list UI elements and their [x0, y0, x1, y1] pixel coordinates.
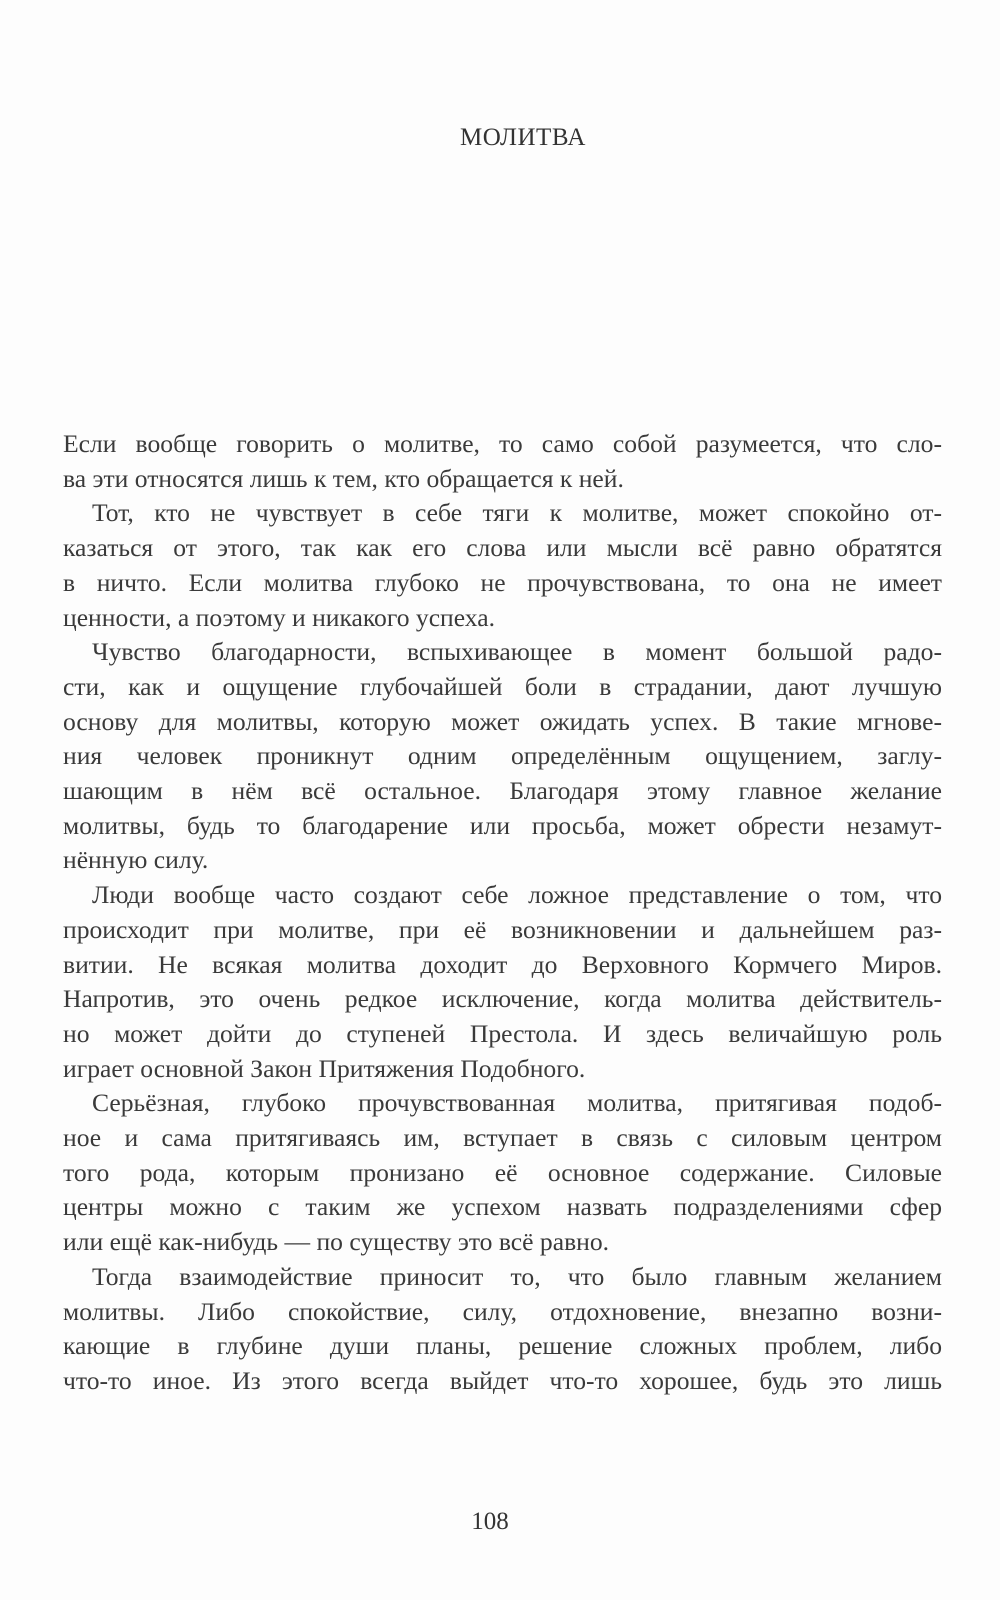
text-line: Люди вообще часто создают себе ложное представление о том, что — [92, 880, 942, 910]
text-line: нённую силу. — [63, 845, 209, 875]
paragraph — [63, 1260, 942, 1399]
text-line: ное и сама притягиваясь им, вступает в связь с силовым центром — [63, 1123, 942, 1153]
text-line: ния человек проникнут одним определённым ощущением, заглу- — [63, 741, 942, 771]
text-line: того рода, которым пронизано её основное содержание. Силовые — [63, 1157, 942, 1187]
text-line: в ничто. Если молитва глубоко не прочувствована, то она не имеет — [63, 567, 942, 597]
text-line: что-то иное. Из этого всегда выйдет что-то хорошее, будь это лишь — [63, 1365, 942, 1395]
text-line: Тогда взаимодействие приносит то, что было главным желанием — [92, 1261, 942, 1291]
text-line: центры можно с таким же успехом назвать подразделениями сфер — [63, 1192, 942, 1222]
paragraph — [63, 635, 942, 878]
text-line: происходит при молитве, при её возникновении и дальнейшем раз- — [63, 914, 942, 944]
text-line: ва эти относятся лишь к тем, кто обращается к ней. — [63, 463, 624, 493]
text-line: играет основной Закон Притяжения Подобного. — [63, 1053, 586, 1083]
paragraph — [63, 496, 942, 635]
text-line: Напротив, это очень редкое исключение, когда молитва действитель- — [63, 984, 942, 1014]
chapter-title: МОЛИТВА — [460, 124, 586, 151]
text-line: сти, как и ощущение глубочайшей боли в страдании, дают лучшую — [63, 671, 942, 701]
body-text — [63, 427, 942, 1399]
text-line: казаться от этого, так как его слова или мысли всё равно обратятся — [63, 533, 942, 563]
text-line: молитвы. Либо спокойствие, силу, отдохновение, внезапно возни- — [63, 1296, 942, 1326]
text-line: Чувство благодарности, вспыхивающее в момент большой радо- — [92, 637, 942, 667]
text-line: или ещё как-нибудь — по существу это всё равно. — [63, 1227, 610, 1257]
text-line: Если вообще говорить о молитве, то само собой разумеется, что сло- — [63, 429, 942, 458]
paragraph — [63, 878, 942, 1086]
paragraph — [63, 427, 942, 496]
text-line: молитвы, будь то благодарение или просьба, может обрести незамут- — [63, 810, 942, 840]
text-line: шающим в нём всё остальное. Благодаря этому главное желание — [63, 776, 942, 806]
text-line: ценности, а поэтому и никакого успеха. — [63, 602, 495, 632]
text-line: кающие в глубине души планы, решение сложных проблем, либо — [63, 1331, 942, 1361]
text-line: но может дойти до ступеней Престола. И здесь величайшую роль — [63, 1018, 942, 1048]
text-line: витии. Не всякая молитва доходит до Верховного Кормчего Миров. — [63, 949, 942, 979]
text-line: Тот, кто не чувствует в себе тяги к молитве, может спокойно от- — [92, 498, 942, 528]
paragraph — [63, 1086, 942, 1260]
page-number: 108 — [471, 1508, 509, 1535]
text-line: основу для молитвы, которую может ожидать успех. В такие мгнове- — [63, 706, 942, 736]
text-line: Серьёзная, глубоко прочувствованная молитва, притягивая подоб- — [92, 1088, 942, 1118]
